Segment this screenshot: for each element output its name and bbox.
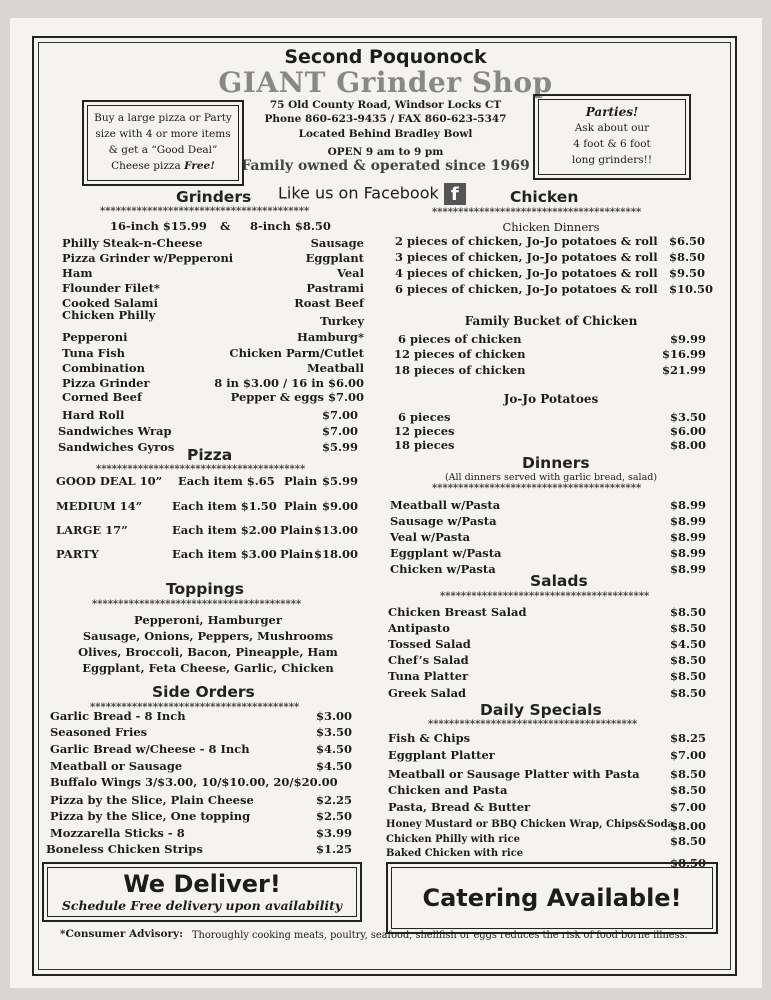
salads-title: Salads <box>530 572 588 590</box>
promo-line-3: & get a “Good Deal” <box>108 144 218 156</box>
list-item: Buffalo Wings 3/$3.00, 10/$10.00, 20/$20.00 <box>50 775 338 789</box>
list-item: Pepperoni Hamburg* <box>62 330 364 344</box>
list-item: Seasoned Fries $3.50 <box>50 725 352 739</box>
parties-line-2: 4 foot & 6 foot <box>573 138 651 150</box>
list-item: Garlic Bread w/Cheese - 8 Inch $4.50 <box>50 742 352 756</box>
grinders-stars: **************************************** <box>100 206 310 217</box>
we-deliver-subtitle: Schedule Free delivery upon availability <box>61 898 343 913</box>
list-item: Chicken Breast Salad $8.50 <box>388 605 706 619</box>
side-orders-title: Side Orders <box>152 683 255 701</box>
list-item: Flounder Filet* Pastrami <box>62 281 364 295</box>
promo-line-1: Buy a large pizza or Party <box>94 112 232 124</box>
facebook-text: Like us on Facebook <box>278 183 439 203</box>
parties-line-1: Ask about our <box>574 122 650 134</box>
grinder-size-8: 8-inch $8.50 <box>250 219 331 233</box>
parties-line-3: long grinders!! <box>571 154 653 166</box>
list-item: PARTY Each item $3.00 Plain $18.00 <box>56 547 358 561</box>
list-item: Meatball w/Pasta $8.99 <box>390 498 706 512</box>
list-item: Eggplant Platter $7.00 <box>388 748 706 762</box>
shop-subtitle: Second Poquonock <box>284 46 487 68</box>
we-deliver-title: We Deliver! <box>123 870 281 898</box>
dinners-title: Dinners <box>522 454 590 472</box>
shop-location: Located Behind Bradley Bowl <box>298 128 473 140</box>
grinder-size-16: 16-inch $15.99 <box>110 219 207 233</box>
list-item: 2 pieces of chicken, Jo-Jo potatoes & roll $6.50 <box>395 234 705 248</box>
list-item: Mozzarella Sticks - 8 $3.99 <box>50 826 352 840</box>
list-item: Tuna Fish Chicken Parm/Cutlet <box>62 346 364 360</box>
pizza-title: Pizza <box>187 446 233 464</box>
list-item: 6 pieces of chicken $9.99 <box>398 332 706 346</box>
list-item: Tuna Platter $8.50 <box>388 669 706 683</box>
list-item: Tossed Salad $4.50 <box>388 637 706 651</box>
list-item: Corned Beef Pepper & eggs $7.00 <box>62 390 364 404</box>
facebook-promo[interactable] <box>278 183 466 205</box>
catering-box <box>386 862 718 934</box>
list-item: Greek Salad $8.50 <box>388 686 706 700</box>
promo-free: Free! <box>184 160 215 172</box>
list-item: Pizza Grinder w/Pepperoni Eggplant <box>62 251 364 265</box>
promo-line-2: size with 4 or more items <box>95 128 231 140</box>
list-item: 18 pieces $8.00 <box>394 438 706 452</box>
list-item: Sandwiches Gyros $5.99 <box>58 440 358 454</box>
dinners-note: (All dinners served with garlic bread, salad) <box>444 472 658 483</box>
shop-title: GIANT Grinder Shop <box>218 66 553 99</box>
list-item: Fish & Chips $8.25 <box>388 731 706 745</box>
list-item: Pizza by the Slice, One topping $2.50 <box>50 809 352 823</box>
toppings-title: Toppings <box>166 580 245 598</box>
salads-stars: **************************************** <box>440 591 650 602</box>
grinders-title: Grinders <box>176 188 252 206</box>
advisory-text: Thoroughly cooking meats, poultry, seafood, shellfish or eggs reduces the risk of food borne illness. <box>192 930 688 941</box>
pizza-stars: **************************************** <box>96 464 306 475</box>
list-item: 6 pieces $3.50 <box>398 410 706 424</box>
toppings-line: Sausage, Onions, Peppers, Mushrooms <box>82 629 334 643</box>
list-item: Philly Steak-n-Cheese Sausage <box>62 236 364 250</box>
list-item: 12 pieces of chicken $16.99 <box>394 347 706 361</box>
list-item: GOOD DEAL 10” Each item $.65 Plain $5.99 <box>56 474 358 488</box>
toppings-stars: **************************************** <box>92 599 302 610</box>
shop-address: 75 Old County Road, Windsor Locks CT <box>269 99 502 111</box>
list-item: 4 pieces of chicken, Jo-Jo potatoes & roll $9.50 <box>395 266 705 280</box>
list-item: Pizza by the Slice, Plain Cheese $2.25 <box>50 793 352 807</box>
list-item: Chicken and Pasta $8.50 <box>388 783 706 797</box>
parties-title: Parties! <box>585 105 639 119</box>
list-item: Hard Roll $7.00 <box>62 408 358 422</box>
list-item: Chicken w/Pasta $8.99 <box>390 562 706 576</box>
list-item: 12 pieces $6.00 <box>394 424 706 438</box>
daily-specials-stars: **************************************** <box>428 719 638 730</box>
list-item: Cooked Salami Roast Beef <box>62 296 364 310</box>
list-item: Antipasto $8.50 <box>388 621 706 635</box>
list-item: Boneless Chicken Strips $1.25 <box>46 842 352 856</box>
dinners-stars: **************************************** <box>432 483 642 494</box>
list-item: Honey Mustard or BBQ Chicken Wrap, Chips&Soda $8.00 <box>386 819 706 833</box>
list-item: Chicken Philly <box>62 308 156 322</box>
chicken-dinners-title: Chicken Dinners <box>502 220 600 234</box>
list-item: Chicken Philly with rice $8.50 <box>386 834 706 848</box>
daily-specials-title: Daily Specials <box>480 701 602 719</box>
toppings-line: Eggplant, Feta Cheese, Garlic, Chicken <box>82 661 334 675</box>
advisory-label: *Consumer Advisory: <box>60 928 184 940</box>
list-item: Chef’s Salad $8.50 <box>388 653 706 667</box>
side-orders-stars: **************************************** <box>90 702 300 713</box>
list-item: Combination Meatball <box>62 361 364 375</box>
list-item: Garlic Bread - 8 Inch $3.00 <box>50 709 352 723</box>
shop-hours: OPEN 9 am to 9 pm <box>327 146 444 158</box>
list-item: 18 pieces of chicken $21.99 <box>394 363 706 377</box>
list-item: 3 pieces of chicken, Jo-Jo potatoes & roll $8.50 <box>395 250 705 264</box>
promo-line-4: Cheese pizza <box>111 160 181 172</box>
chicken-stars: **************************************** <box>432 207 642 218</box>
toppings-line: Olives, Broccoli, Bacon, Pineapple, Ham <box>78 645 338 659</box>
toppings-line: Pepperoni, Hamburger <box>134 613 282 627</box>
catering-title: Catering Available! <box>422 884 682 912</box>
family-bucket-title: Family Bucket of Chicken <box>464 314 638 328</box>
promo-parties <box>533 94 691 180</box>
list-item: Pizza Grinder 8 in $3.00 / 16 in $6.00 <box>62 376 364 390</box>
list-item: LARGE 17” Each item $2.00 Plain $13.00 <box>56 523 358 537</box>
list-item: Eggplant w/Pasta $8.99 <box>390 546 706 560</box>
jojo-title: Jo-Jo Potatoes <box>503 392 599 406</box>
list-item: Meatball or Sausage Platter with Pasta $8.50 <box>388 767 706 781</box>
list-item: Meatball or Sausage $4.50 <box>50 759 352 773</box>
shop-phone: Phone 860-623-9435 / FAX 860-623-5347 <box>264 113 507 125</box>
chicken-title: Chicken <box>510 188 579 206</box>
list-item: Pasta, Bread & Butter $7.00 <box>388 800 706 814</box>
list-item: 6 pieces of chicken, Jo-Jo potatoes & roll $10.50 <box>395 282 713 296</box>
list-item: Sandwiches Wrap $7.00 <box>58 424 358 438</box>
list-item: Baked Chicken with rice <box>386 848 524 859</box>
list-item: Ham Veal <box>62 266 364 280</box>
list-item: MEDIUM 14” Each item $1.50 Plain $9.00 <box>56 499 358 513</box>
shop-family-owned: Family owned & operated since 1969 <box>241 158 530 174</box>
we-deliver-box <box>42 862 362 922</box>
facebook-icon: f <box>444 183 466 205</box>
promo-good-deal <box>82 100 244 186</box>
grinder-size-amp: & <box>220 219 231 233</box>
list-item: Sausage w/Pasta $8.99 <box>390 514 706 528</box>
list-item: Veal w/Pasta $8.99 <box>390 530 706 544</box>
